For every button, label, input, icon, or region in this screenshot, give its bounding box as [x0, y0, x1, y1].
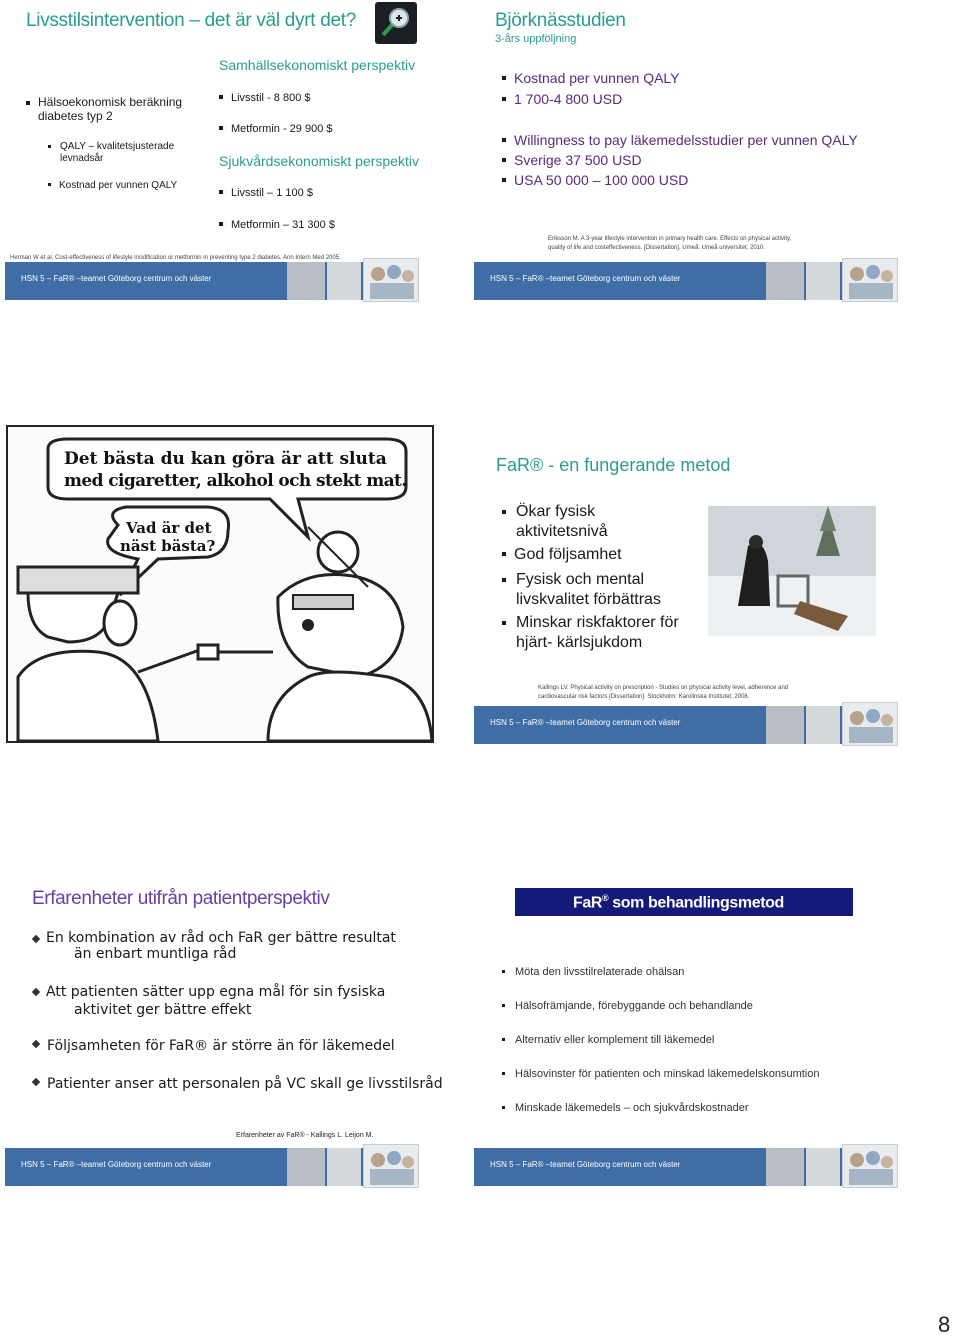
soc-item-2: Metformin - 29 900 $ [219, 123, 333, 135]
footer-text: HSN 5 – FaR® –teamet Göteborg centrum och väster [490, 718, 681, 727]
slide-2-title: Björknässtudien [495, 10, 626, 31]
soc-item-1: Livsstil - 8 800 $ [219, 92, 310, 104]
slide-4-footer [474, 706, 887, 744]
footer-logo [363, 1144, 419, 1188]
footer-block [806, 706, 840, 744]
footer-block [806, 262, 840, 300]
s6-item-4: Hälsovinster för patienten och minskad läkemedelskonsumtion [502, 1068, 820, 1080]
s5-item-3: Följsamheten för FaR® är större än för läkemedel [33, 1038, 395, 1054]
s4-item-2: God följsamhet [502, 546, 622, 564]
footer-text: HSN 5 – FaR® –teamet Göteborg centrum och väster [21, 1160, 212, 1169]
heading-societal: Samhällsekonomiskt perspektiv [219, 57, 416, 73]
slide-1-left-bullet: Hälsoekonomisk beräkning diabetes typ 2 [26, 95, 186, 123]
slide-2-subtitle: 3-års uppföljning [495, 33, 577, 45]
slide-4 [480, 440, 960, 750]
slide-6-title: FaR® som behandlingsmetod [573, 893, 784, 912]
s6-item-5: Minskade läkemedels – och sjukvårdskostnader [502, 1102, 749, 1114]
s6-item-1: Möta den livsstilrelaterade ohälsan [502, 966, 684, 978]
s5-item-2: Att patienten sätter upp egna mål för sin fysiska aktivitet ger bättre effekt [33, 983, 385, 1019]
zoom-icon [375, 2, 417, 44]
care-item-1: Livsstil – 1 100 $ [219, 187, 313, 199]
s4-item-1: Ökar fysisk aktivitetsnivå [502, 502, 608, 542]
s6-item-2: Hälsofrämjande, förebyggande och behandlande [502, 1000, 753, 1012]
footer-text: HSN 5 – FaR® –teamet Göteborg centrum och väster [490, 1160, 681, 1169]
slide-6-footer [474, 1148, 887, 1186]
slide-5 [0, 880, 480, 1190]
footer-text: HSN 5 – FaR® –teamet Göteborg centrum och väster [21, 274, 212, 283]
slide-5-title: Erfarenheter utifrån patientperspektiv [32, 888, 330, 909]
footer-block [766, 1148, 804, 1186]
footer-block [806, 1148, 840, 1186]
footer-block [766, 706, 804, 744]
heading-healthcare: Sjukvårdsekonomiskt perspektiv [219, 153, 419, 169]
s2-item-3: Willingness to pay läkemedelsstudier per vunnen QALY [502, 132, 858, 148]
slide-4-citation-1: Kallings LV. Physical activity on prescription - Studies on physical activity level, adherence and [538, 685, 789, 691]
s5-item-1: En kombination av råd och FaR ger bättre resultat än enbart muntliga råd [33, 930, 396, 962]
s2-item-5: USA 50 000 – 100 000 USD [502, 172, 688, 188]
slide-2 [480, 0, 960, 300]
slide-2-citation-2: quality of life and costeffectiveness. [Dissertation]. Umeå: Umeå universitet; 2010. [548, 245, 765, 251]
slide-4-citation-2: cardiovascular risk factors [Dissertation]. Stockholm: Karolinska Institutet; 2008. [538, 694, 750, 700]
slide-1-left-sub1: QALY – kvalitetsjusterade levnadsår [48, 141, 178, 165]
slide-3-cartoon [6, 425, 434, 743]
speech-bubble-1-line-1: Det bästa du kan göra är att sluta [64, 449, 387, 469]
winter-walker-photo [708, 506, 876, 636]
footer-block [327, 1148, 361, 1186]
footer-logo [363, 258, 419, 302]
footer-block [327, 262, 361, 300]
speech-bubble-2-line-1: Vad är det [126, 519, 212, 537]
s4-item-4: Minskar riskfaktorer för hjärt- kärlsjukdom [502, 613, 679, 653]
slide-4-title: FaR® - en fungerande metod [496, 455, 731, 475]
s4-item-3: Fysisk och mental livskvalitet förbättras [502, 570, 661, 610]
s2-item-1: Kostnad per vunnen QALY [502, 70, 680, 86]
s2-item-4: Sverige 37 500 USD [502, 152, 642, 168]
footer-logo [842, 702, 898, 746]
slide-6 [480, 880, 960, 1190]
s6-item-3: Alternativ eller komplement till läkemedel [502, 1034, 714, 1046]
page-number: 8 [938, 1312, 951, 1337]
s5-item-4: Patienter anser att personalen på VC skall ge livsstilsråd [33, 1076, 443, 1092]
care-item-2: Metformin – 31 300 $ [219, 219, 335, 231]
footer-block [287, 1148, 325, 1186]
slide-1-footer [5, 262, 408, 300]
slide-1-citation: Herman W et al. Cost-effectiveness of lifestyle modification or metformin in preventing type 2 diabetes. Ann Intern Med 2005. [10, 255, 341, 261]
footer-block [287, 262, 325, 300]
slide-1 [0, 0, 480, 300]
footer-logo [842, 258, 898, 302]
slide-5-footer [5, 1148, 408, 1186]
footer-block [766, 262, 804, 300]
slide-1-title: Livsstilsintervention – det är väl dyrt det? [26, 10, 357, 31]
speech-bubble-1-line-2: med cigaretter, alkohol och stekt mat. [64, 471, 407, 491]
slide-1-left-sub2: Kostnad per vunnen QALY [48, 180, 177, 191]
slide-2-footer [474, 262, 887, 300]
footer-logo [842, 1144, 898, 1188]
slide-2-citation-1: Eriksson M. A 3-year lifestyle intervention in primary health care. Effects on physical activity, [548, 236, 792, 242]
s2-item-2: 1 700-4 800 USD [502, 91, 622, 107]
footer-text: HSN 5 – FaR® –teamet Göteborg centrum och väster [490, 274, 681, 283]
slide-6-title-bar [515, 888, 853, 916]
slide-5-citation: Erfarenheter av FaR® - Kallings L. Leijon M. [236, 1132, 374, 1139]
speech-bubble-2-line-2: näst bästa? [120, 537, 216, 555]
